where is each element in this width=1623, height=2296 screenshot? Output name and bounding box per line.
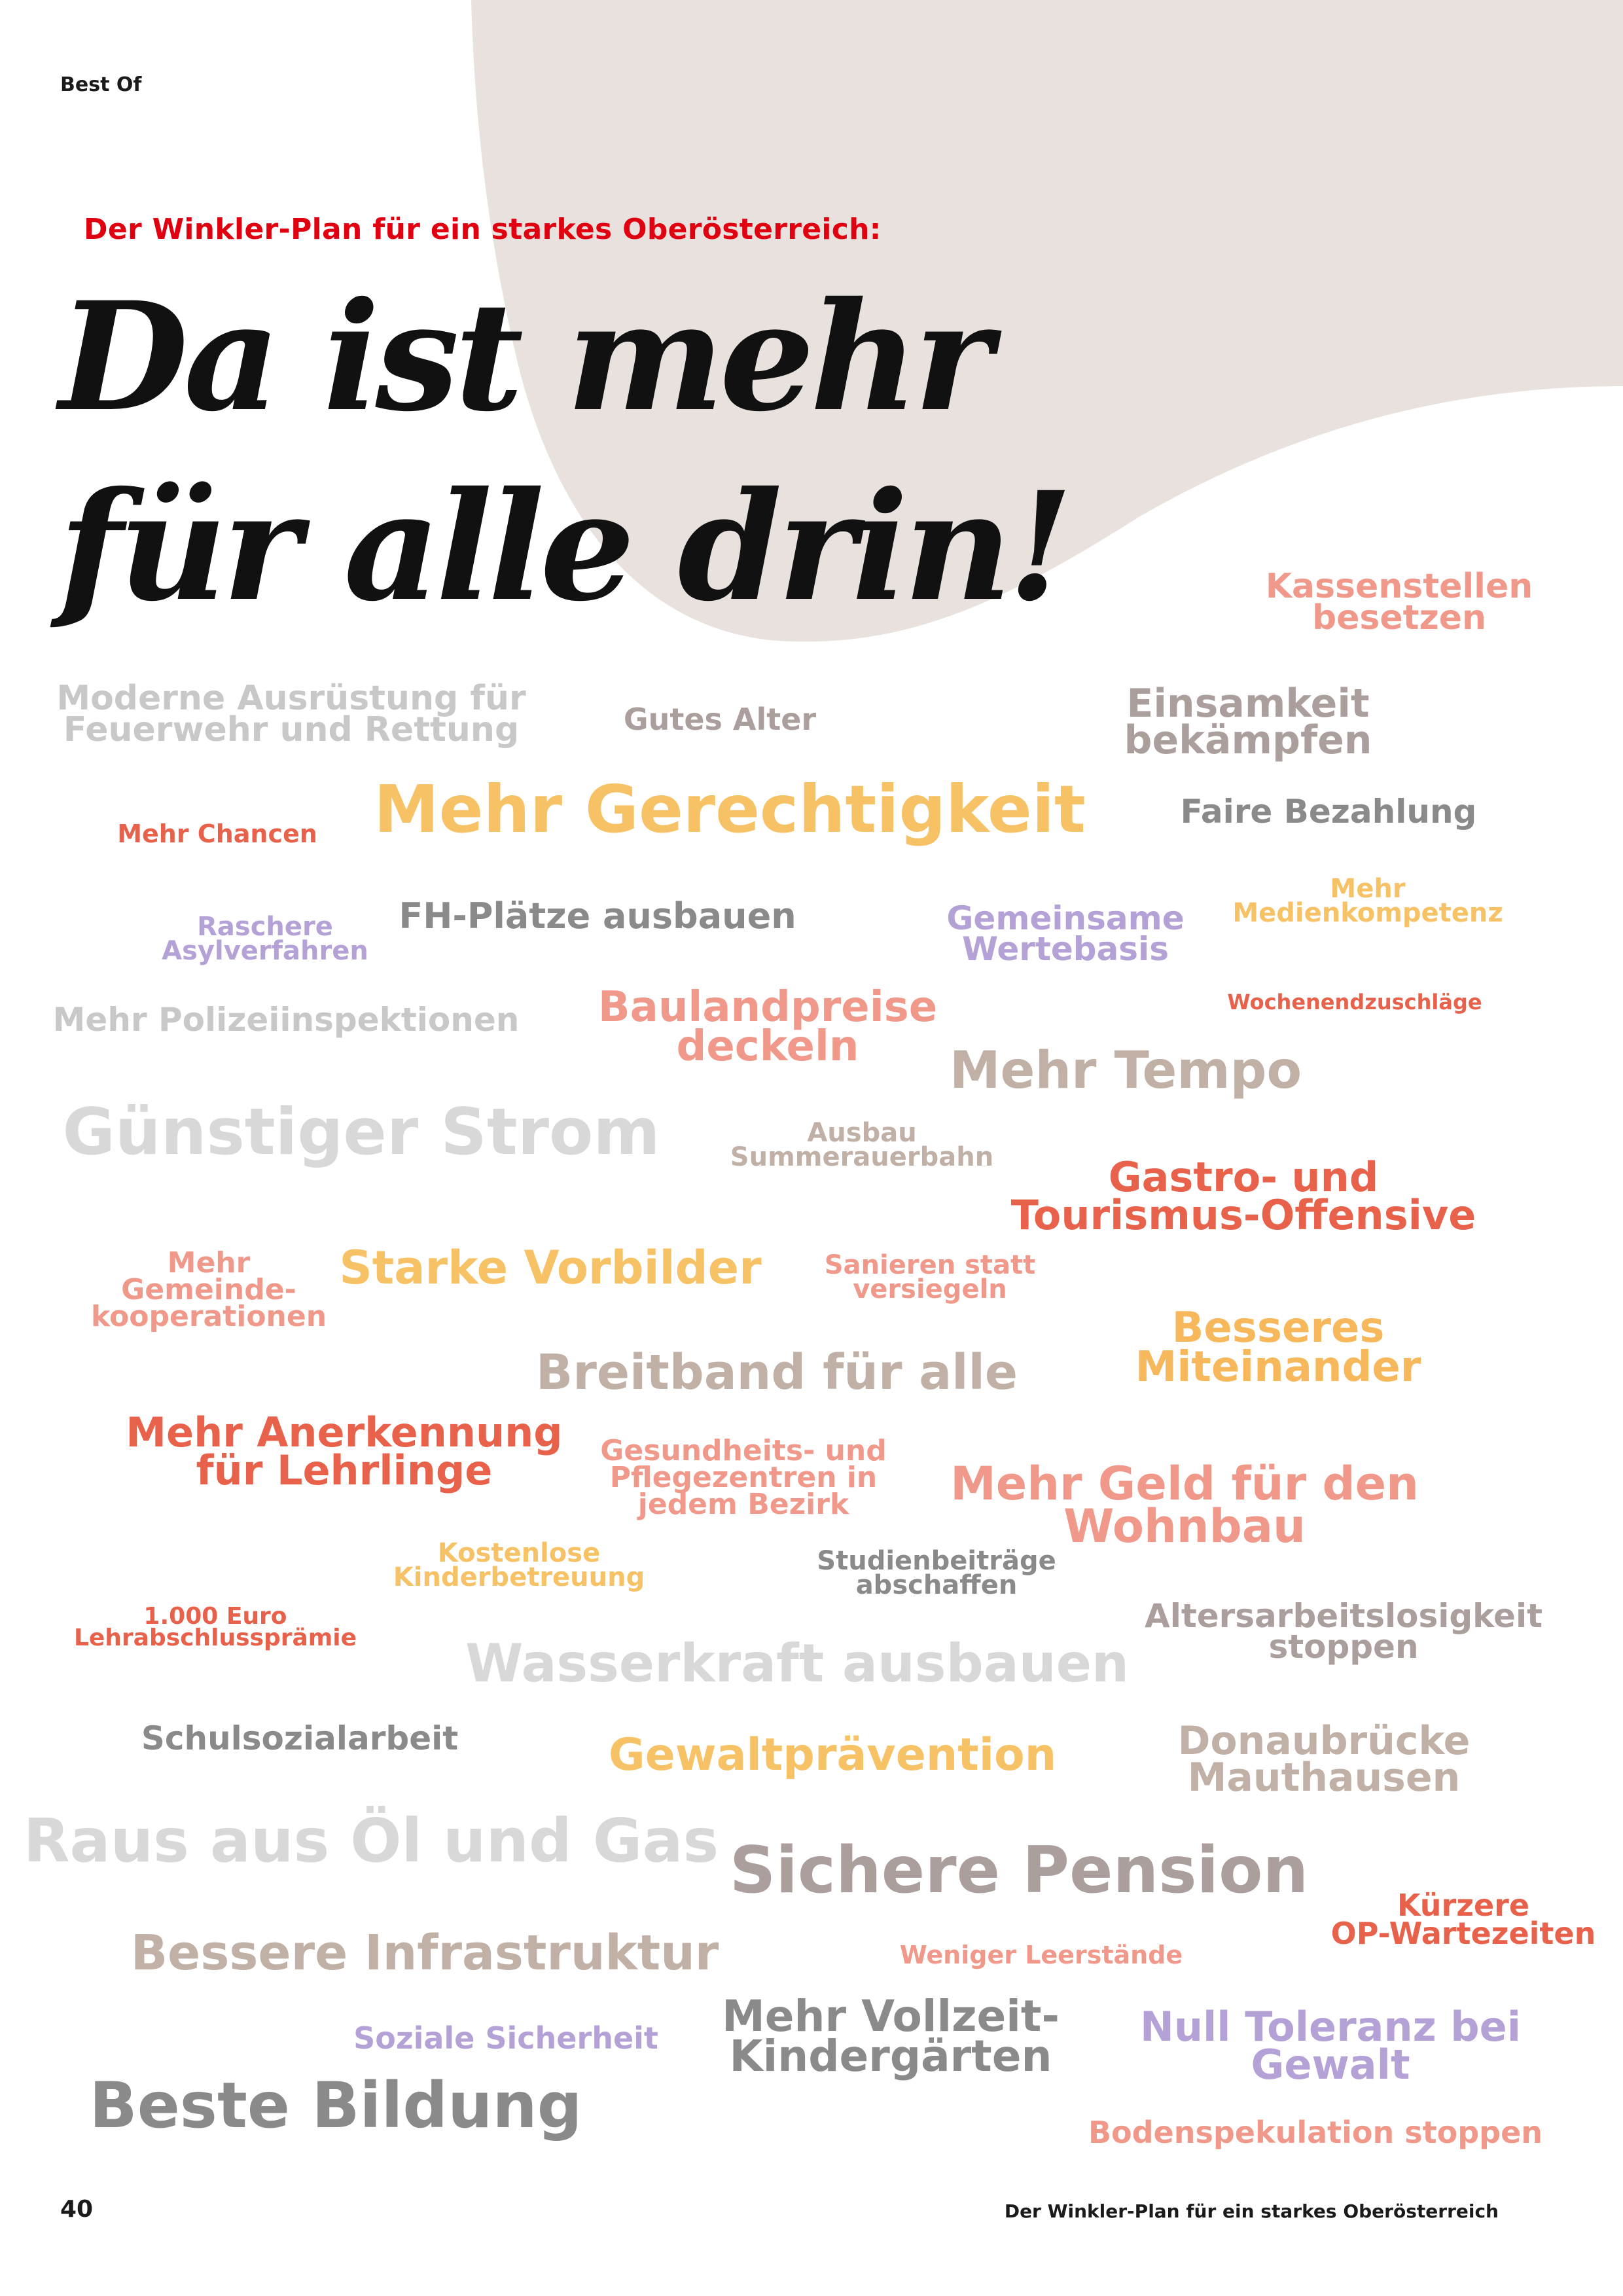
word-cloud-line: Moderne Ausrüstung für [56, 679, 526, 718]
word-cloud-line: versiegeln [853, 1274, 1007, 1305]
word-cloud-line: Null Toleranz bei [1140, 2003, 1521, 2051]
word-cloud-line: Pflegezentren in [609, 1460, 878, 1494]
word-cloud-line: Kürzere [1397, 1888, 1530, 1923]
word-cloud-line: Kinderbetreuung [393, 1562, 645, 1593]
word-cloud-line: Kindergärten [729, 2031, 1052, 2082]
word-cloud-line: Gutes Alter [623, 702, 817, 737]
word-cloud-line: Raus aus Öl und Gas [23, 1806, 719, 1876]
word-cloud-line: Wasserkraft ausbauen [465, 1633, 1129, 1694]
word-cloud-line: Einsamkeit [1126, 681, 1370, 726]
word-cloud-line: Gewaltprävention [608, 1729, 1057, 1781]
headline [59, 262, 1069, 641]
section-label: Best Of [60, 73, 142, 96]
word-cloud-item-kassenstellen [1265, 567, 1533, 638]
headline-line-2: für alle drin! [59, 459, 1069, 634]
word-cloud-item-wochenendzuschlaege [1227, 990, 1482, 1014]
word-cloud-line: Mehr Anerkennung [126, 1408, 563, 1456]
word-cloud-item-studienbeitraege [817, 1546, 1056, 1601]
word-cloud-item-mehr-gemeindekooperationen [90, 1246, 327, 1333]
word-cloud-item-mehr-medienkompetenz [1232, 874, 1503, 929]
word-cloud-line: Starke Vorbilder [339, 1241, 762, 1295]
word-cloud-item-gemeinsame-wertebasis [946, 899, 1185, 968]
word-cloud-line: kooperationen [90, 1299, 327, 1333]
word-cloud-line: Ausbau [807, 1118, 917, 1148]
word-cloud-line: Baulandpreise [597, 983, 938, 1031]
word-cloud-line: Kassenstellen [1265, 567, 1533, 606]
word-cloud-line: jedem Bezirk [637, 1487, 849, 1521]
word-cloud-line: Mehr [1330, 874, 1406, 904]
word-cloud-item-donaubruecke [1177, 1718, 1471, 1801]
word-cloud-item-mehr-polizeiinspektionen [52, 1001, 520, 1039]
word-cloud-item-kostenlose-kinderbetreuung [393, 1538, 645, 1593]
word-cloud-line: Mehr Gerechtigkeit [374, 771, 1086, 848]
word-cloud-item-faire-bezahlung [1180, 793, 1477, 831]
word-cloud-item-mehr-chancen [117, 819, 317, 848]
word-cloud-item-starke-vorbilder [339, 1241, 762, 1295]
word-cloud-line: Bessere Infrastruktur [130, 1925, 719, 1981]
word-cloud-line: Besseres [1171, 1304, 1385, 1352]
word-cloud-line: Schulsozialarbeit [141, 1719, 459, 1757]
word-cloud-line: Wertebasis [962, 929, 1169, 968]
word-cloud-line: OP-Wartezeiten [1330, 1915, 1596, 1951]
word-cloud-line: Mauthausen [1187, 1754, 1461, 1801]
word-cloud-item-einsamkeit [1124, 681, 1372, 763]
word-cloud-item-null-toleranz [1140, 2003, 1521, 2089]
word-cloud-line: Gemeinde- [121, 1272, 296, 1306]
word-cloud-item-fh-plaetze [399, 895, 796, 937]
word-cloud-item-sanieren-statt-versiegeln [824, 1250, 1036, 1305]
word-cloud-item-gutes-alter [623, 702, 817, 737]
word-cloud-item-wasserkraft [465, 1633, 1129, 1694]
word-cloud-item-weniger-leerstaende [899, 1941, 1183, 1969]
word-cloud-item-baulandpreise [597, 983, 938, 1071]
word-cloud-line: Wohnbau [1063, 1499, 1306, 1554]
footer-title: Der Winkler-Plan für ein starkes Oberösterreich [1004, 2200, 1499, 2222]
word-cloud-line: Medienkompetenz [1232, 898, 1503, 929]
word-cloud-line: abschaffen [855, 1570, 1018, 1601]
word-cloud-item-mehr-tempo [949, 1041, 1302, 1100]
word-cloud-line: Feuerwehr und Rettung [63, 710, 520, 750]
word-cloud-line: Sanieren statt [824, 1250, 1036, 1280]
word-cloud-line: Altersarbeitslosigkeit [1144, 1597, 1543, 1635]
word-cloud-line: Mehr Chancen [117, 819, 317, 848]
word-cloud-line: Beste Bildung [89, 2069, 582, 2142]
word-cloud-line: Mehr Tempo [949, 1041, 1302, 1100]
subtitle: Der Winkler-Plan für ein starkes Oberösterreich: [84, 213, 882, 246]
word-cloud-line: Summerauerbahn [730, 1142, 994, 1173]
word-cloud-item-moderne-ausruestung [56, 679, 526, 750]
word-cloud-line: Wochenendzuschläge [1227, 990, 1482, 1014]
word-cloud-line: Breitband für alle [535, 1344, 1018, 1401]
word-cloud-item-ausbau-summerauerbahn [730, 1118, 994, 1173]
word-cloud-line: FH-Plätze ausbauen [399, 895, 796, 937]
word-cloud-item-sichere-pension [729, 1833, 1309, 1908]
word-cloud-item-raus-aus-oel-gas [23, 1806, 719, 1876]
word-cloud-line: 1.000 Euro [143, 1603, 287, 1630]
word-cloud-item-breitband [535, 1344, 1018, 1401]
word-cloud-line: Sichere Pension [729, 1833, 1309, 1908]
word-cloud-line: besetzen [1311, 598, 1487, 638]
word-cloud-item-gastro-tourismus [1010, 1153, 1476, 1239]
word-cloud-line: Mehr Vollzeit- [722, 1991, 1060, 2041]
word-cloud-line: Gesundheits- und [600, 1434, 887, 1467]
word-cloud-item-mehr-gerechtigkeit [374, 771, 1086, 848]
word-cloud-line: Mehr Polizeiinspektionen [52, 1001, 520, 1039]
word-cloud-line: Lehrabschlussprämie [73, 1624, 357, 1652]
word-cloud-item-besseres-miteinander [1135, 1304, 1421, 1391]
word-cloud-line: Studienbeiträge [817, 1546, 1056, 1576]
word-cloud-line: Donaubrücke [1177, 1718, 1471, 1764]
word-cloud-item-bodenspekulation [1088, 2115, 1543, 2150]
word-cloud-line: Gastro- und [1108, 1153, 1379, 1201]
word-cloud-line: Gemeinsame [946, 899, 1185, 937]
word-cloud-item-kuerzere-op-wartezeiten [1330, 1888, 1596, 1951]
word-cloud-item-gewaltpraevention [608, 1729, 1057, 1781]
word-cloud-item-beste-bildung [89, 2069, 582, 2142]
word-cloud-item-raschere-asylverfahren [162, 912, 368, 967]
word-cloud-line: Mehr Geld für den [950, 1457, 1419, 1511]
word-cloud-item-schulsozialarbeit [141, 1719, 459, 1757]
word-cloud-line: Gewalt [1251, 2040, 1410, 2089]
word-cloud-item-anerkennung-lehrlinge [126, 1408, 563, 1494]
word-cloud-line: Soziale Sicherheit [353, 2020, 658, 2056]
word-cloud-line: Miteinander [1135, 1342, 1421, 1391]
word-cloud-line: Kostenlose [437, 1538, 601, 1568]
word-cloud-line: Asylverfahren [162, 936, 368, 967]
word-cloud-item-geld-wohnbau [950, 1457, 1419, 1554]
word-cloud-line: stoppen [1268, 1627, 1419, 1666]
word-cloud-item-lehrabschlusspraemie [73, 1603, 357, 1652]
word-cloud-item-gesundheitszentren [600, 1434, 887, 1521]
word-cloud-line: Faire Bezahlung [1180, 793, 1477, 831]
word-cloud-item-guenstiger-strom [62, 1095, 660, 1170]
word-cloud-line: für Lehrlinge [196, 1446, 493, 1494]
word-cloud-line: deckeln [676, 1022, 859, 1071]
word-cloud-line: Mehr [167, 1246, 251, 1280]
word-cloud-line: Günstiger Strom [62, 1095, 660, 1170]
headline-line-1: Da ist mehr [59, 269, 988, 444]
word-cloud-item-bessere-infrastruktur [130, 1925, 719, 1981]
word-cloud-line: Tourismus-Offensive [1010, 1191, 1476, 1239]
word-cloud-line: Weniger Leerstände [899, 1941, 1183, 1969]
word-cloud-item-soziale-sicherheit [353, 2020, 658, 2056]
word-cloud-line: Raschere [197, 912, 333, 942]
page-number: 40 [60, 2196, 94, 2223]
word-cloud-line: bekämpfen [1124, 717, 1372, 763]
word-cloud-item-vollzeit-kindergaerten [722, 1991, 1060, 2082]
word-cloud-item-altersarbeitslosigkeit [1144, 1597, 1543, 1666]
word-cloud-line: Bodenspekulation stoppen [1088, 2115, 1543, 2150]
